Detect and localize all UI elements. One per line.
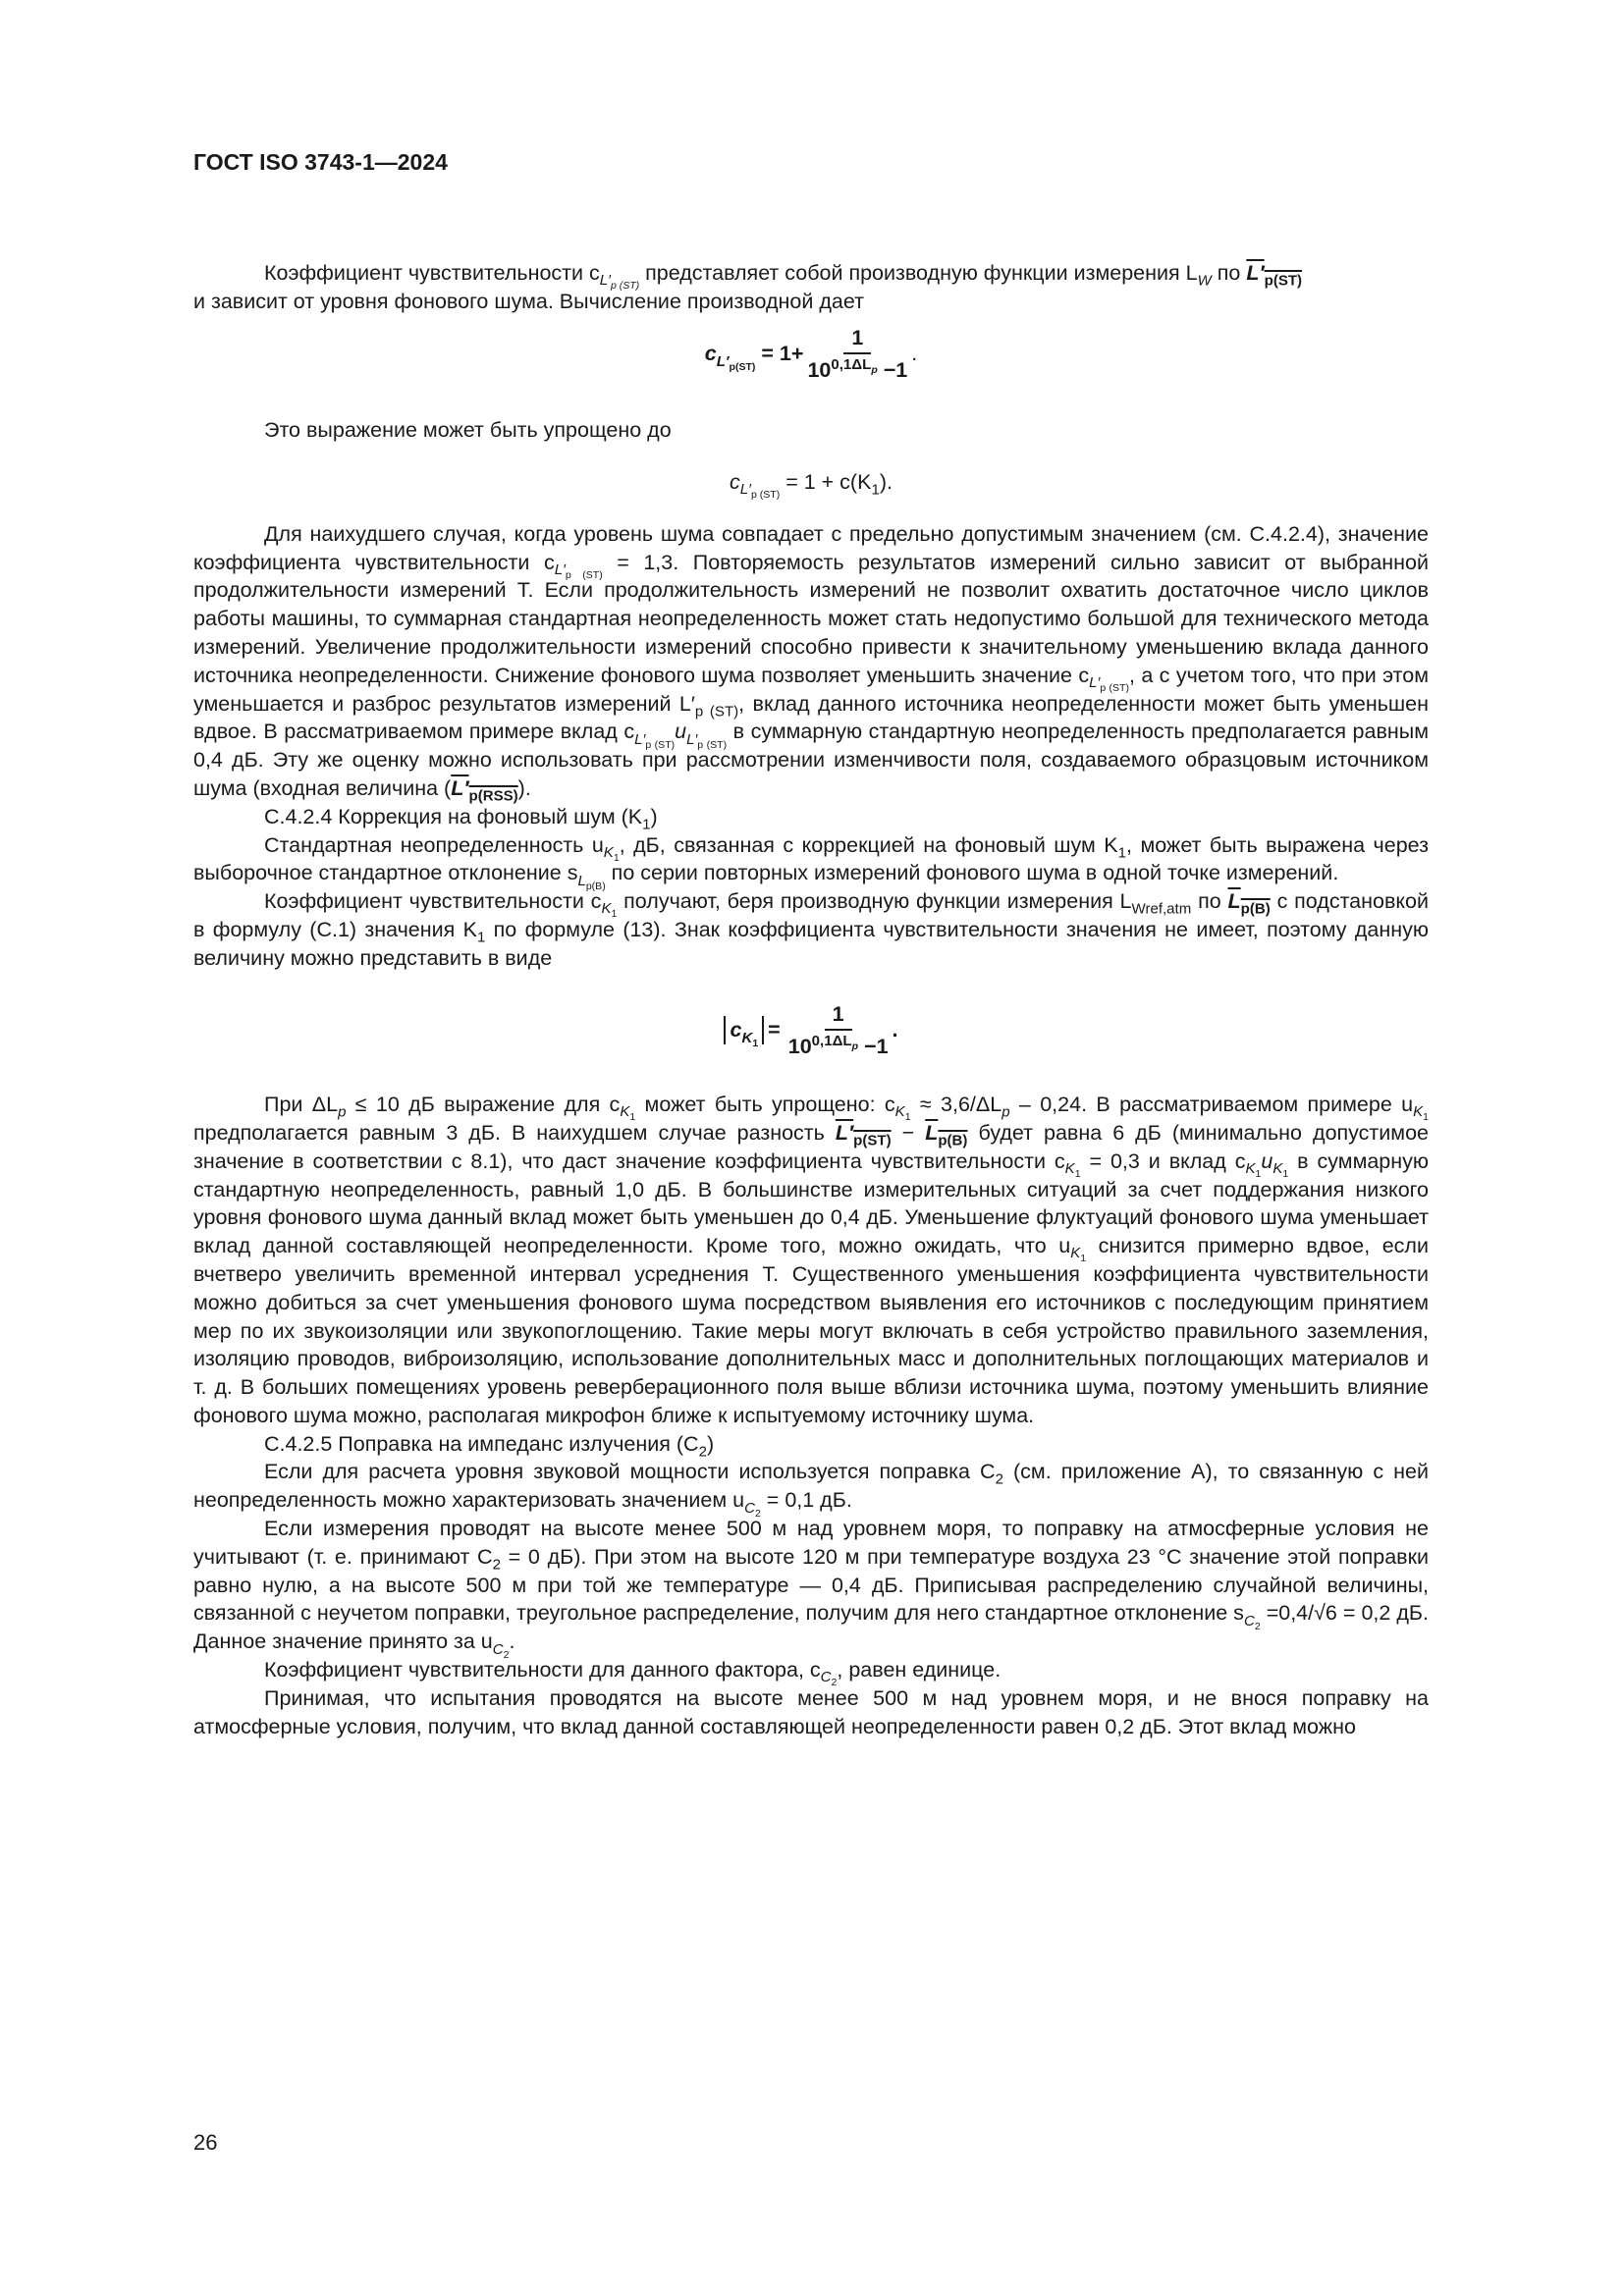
paragraph-uk1: Стандартная неопределенность $u_{K_1}$, дБ, связанная с коррекцией на фоновый шум $K_1$, может быть выражена через выборочное стандартное отклонение $s_{L_{p(B)}}$ по серии повторных измерений фонового шума в одной точке измерений. [193,832,1429,892]
paragraph-final: Принимая, что испытания проводятся на высоте менее 500 м над уровнем моря, и не внося поправку на атмосферные условия, получим, что вклад данной составляющей неопределенности равен 0,2 дБ. Этот вклад можно [193,1685,1429,1738]
formula-ck1-abs: $c_{K_1}$ = $\frac{1}{10^{0,1\Delta L_p} -1}$ . [193,1000,1429,1062]
document-body [193,236,1429,1740]
page-number: 26 [193,2130,218,2155]
document-header: ГОСТ ISO 3743-1—2024 [193,149,448,175]
paragraph-altitude: Если измерения проводят на высоте менее 500 м над уровнем моря, то поправку на атмосферные условия не учитывают (т. е. принимают $C_2 = 0$ дБ). При этом на высоте 120 м при температуре воздуха 23 °С значение этой поправки равно нулю, а на высоте 500 м при той же температуре — 0,4 дБ. Приписывая распределению случайной величины, связанной с неучетом поправки, треугольное распределение, получим для него стандартное отклонение $s_{C_2} =0,4/√6 = 0,2$ дБ. Данное значение принято за $u_{C_2}$. [193,1517,1429,1661]
paragraph-ck1: Коэффициент чувствительности $c_{K_1}$ получают, беря производную функции измерения $L_{Wref,atm}$ по $L_{p(B)}$ с подстановкой в формулу (С.1) значения $K_1$ по формуле (13). Знак коэффициента чувствительности значения не имеет, поэтому данную величину можно представить в виде [193,889,1430,970]
spacer [193,236,1429,259]
spacer [193,393,1429,416]
section-c424-title: С.4.2.4 Коррекция на фоновый шум $(K_1)$ [264,804,658,833]
formula-c-lpst: $c_{L'_{p(ST)}}$ = 1+ $\frac{1}{10^{0,1\Delta L_p} -1}$ . [193,324,1429,386]
paragraph-delta-lp: При $\Delta L_p \le 10$ дБ выражение для $c_{K_1}$ может быть упрощено: $c_{K_1} \approx 3,6/\Delta L_p - 0,24$. В рассматриваемом примере $u_{K_1}$ предполагается равным 3 дБ. В наихудшем случае разность $L'_{p(ST)} - L_{p(B)}$ будет равна 6 дБ (минимально допустимое значение в соответствии с 8.1), что даст значение коэффициента чувствительности $c_{K_1} = 0,3$ и вклад $c_{K_1}u_{K_1}$ в суммарную стандартную неопределенность, равный 1,0 дБ. В большинстве измерительных ситуаций за счет поддержания низкого уровня фонового шума данный вклад может быть уменьшен до 0,4 дБ. Уменьшение флуктуаций фонового шума уменьшает вклад данной составляющей неопределенности. Кроме того, можно ожидать, что $u_{K_1}$ снизится примерно вдвое, если вчетверо увеличить временной интервал усреднения T. Существенного уменьшения коэффициента чувствительности можно добиться за счет уменьшения фонового шума посредством выявления его источников с последующим принятием мер по их звукоизоляции или звукопоглощению. Такие меры могут включать в себя устройство правильного заземления, изоляцию проводов, виброизоляцию, использование дополнительных масс и дополнительных поглощающих материалов и т. д. В больших помещениях уровень реверберационного поля выше вблизи источника шума, поэтому уменьшить влияние фонового шума можно, располагая микрофон ближе к испытуемому источнику шума. [193,1093,1430,1427]
paragraph-worst-case: Для наихудшего случая, когда уровень шума совпадает с предельно допустимым значением (см. С.4.2.4), значение коэффициента чувствительности $c_{L'_{p (ST)}} = 1,3$. Повторяемость результатов измерений сильно зависит от выбранной продолжительности измерений T. Если продолжительность измерений не позволит охватить достаточное число циклов работы машины, то суммарная стандартная неопределенность может стать недопустимо большой для технического метода измерений. Увеличение продолжительности измерений способно привести к значительному уменьшению вклада данного источника неопределенности. Снижение фонового шума позволяет уменьшить значение $c_{L'_{p (ST)}}$, а с учетом того, что при этом уменьшается и разброс результатов измерений $L'_{p (ST)}$, вклад данного источника неопределенности может быть уменьшен вдвое. В рассматриваемом примере вклад $c_{L'_{p (ST)}}u_{L'_{p (ST)}}$ в суммарную стандартную неопределенность предполагается равным 0,4 дБ. Эту же оценку можно использовать при рассмотрении изменчивости поля, создаваемого образцовым источником шума (входная величина $(L'_{p(RSS)})$. [193,521,1430,805]
paragraph-sensitivity-st: Коэффициент чувствительности $c_{L'_{p (ST)}}$ представляет собой производную функции измерения $L_W$ по $L'_{p(ST)}$ и зависит от уровня фонового шума. Вычисление производной дает [193,261,1303,313]
paragraph-cc2: Коэффициент чувствительности для данного фактора, $c_{C_2}$, равен единице. [264,1658,1001,1689]
paragraph-c2: Если для расчета уровня звуковой мощности используется поправка $C_2$ (см. приложение А), то связанную с ней неопределенность можно характеризовать значением $u_{C_2} = 0,1$ дБ. [193,1460,1430,1520]
spacer [193,497,1429,520]
fraction: $\frac{1}{10^{0,1\Delta L_p} -1}$ [787,1001,889,1059]
spacer [193,445,1429,468]
paragraph-simplify: Это выражение может быть упрощено до [264,418,672,443]
formula-simplified: $c_{L'_{p (ST)}} = 1 + c(K_1)$. [730,469,893,502]
section-c425-title: С.4.2.5 Поправка на импеданс излучения $(C_2)$ [264,1431,715,1460]
fraction: $\frac{1}{10^{0,1\Delta L_p} -1}$ [807,325,908,383]
